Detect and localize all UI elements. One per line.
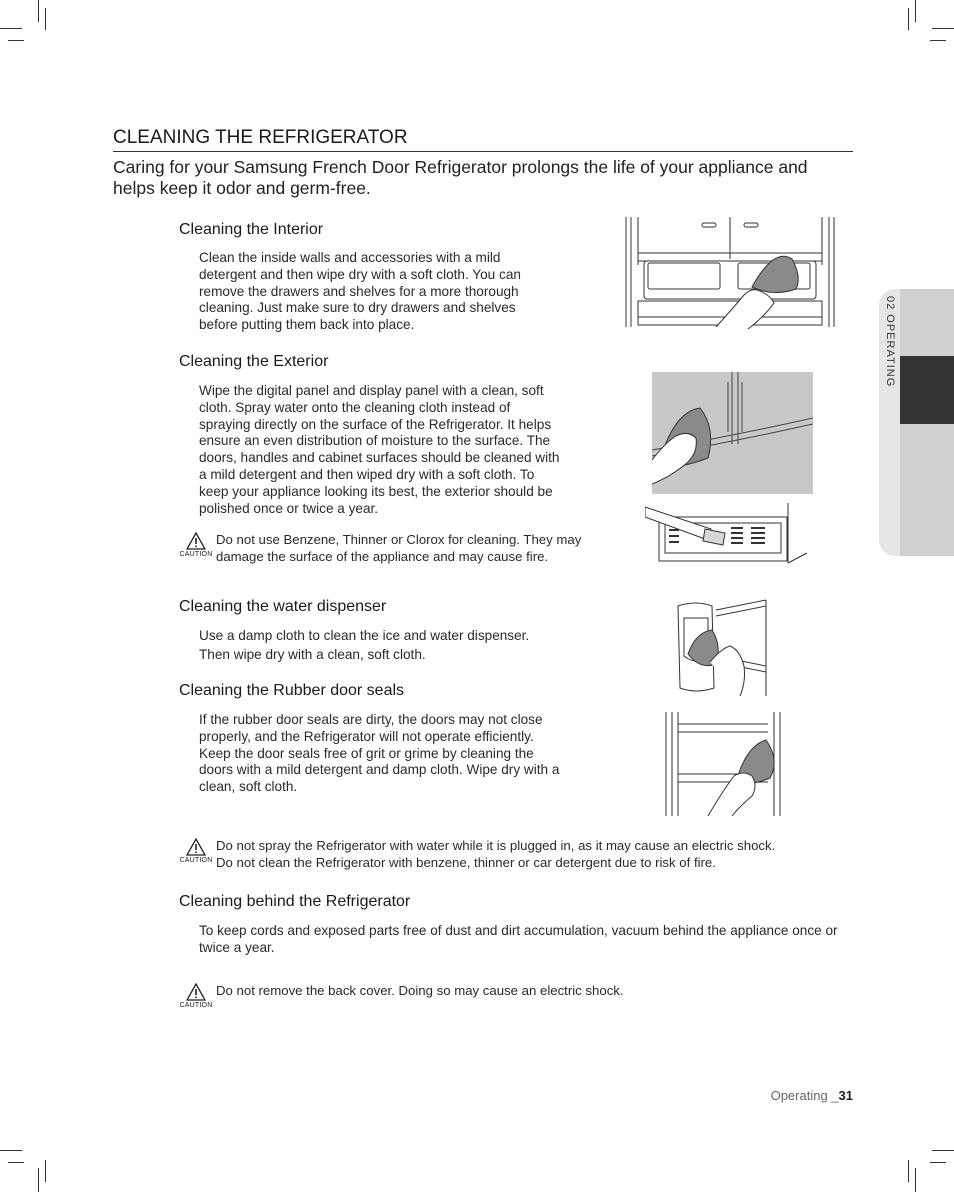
body-dispenser-line-2: Then wipe dry with a clean, soft cloth. [199,647,426,662]
exterior-illustration [652,372,813,494]
crop-mark [8,1162,24,1163]
caution-label: CAUTION [179,857,213,864]
heading-seals: Cleaning the Rubber door seals [179,682,405,699]
heading-exterior: Cleaning the Exterior [179,353,329,370]
crop-mark [932,28,954,29]
heading-dispenser: Cleaning the water dispenser [179,598,387,615]
caution-icon [176,532,216,558]
page-number: 31 [838,1088,853,1103]
caution-2 [176,838,856,871]
body-dispenser-line-1: Use a damp cloth to clean the ice and water dispenser. [199,628,530,643]
body-seals: If the rubber door seals are dirty, the doors may not close properly, and the Refrigerator will not operate efficiently. Keep the door seals free of grit or grime by cleaning the doors with a mild detergent and damp cloth. Wipe dry with a clean, soft cloth. [199,712,560,795]
heading-behind: Cleaning behind the Refrigerator [179,893,411,910]
body-behind: To keep cords and exposed parts free of dust and dirt accumulation, vacuum behind the appliance once or twice a year. [199,923,838,955]
page-footer [771,1088,853,1103]
side-tab-marker [900,356,954,424]
crop-mark [38,1168,39,1192]
body-exterior: Wipe the digital panel and display panel with a clean, soft cloth. Spray water onto the cleaning cloth instead of spraying directly on the surface of the Refrigerator. It helps ensure an even distribution of moisture to the surface. The doors, handles and cabinet surfaces should be cleaned with a mild detergent and then wiped dry with a soft cloth. To keep your appliance looking its best, the exterior should be polished once or twice a year. [199,383,560,516]
caution-label: CAUTION [179,1002,213,1009]
caution-icon [176,838,216,864]
interior-illustration [624,217,838,337]
caution-1 [176,532,596,565]
crop-mark [0,1150,22,1151]
crop-mark [908,8,909,30]
caution-3 [176,983,856,1009]
page-title: CLEANING THE REFRIGERATOR [113,127,853,152]
crop-mark [915,1168,916,1192]
crop-mark [908,1160,909,1182]
heading-interior: Cleaning the Interior [179,221,324,238]
dispenser-illustration [666,596,770,700]
crop-mark [38,0,39,22]
crop-mark [930,40,946,41]
caution-text-2 [216,838,775,871]
crop-mark [932,1150,954,1151]
intro-text: Caring for your Samsung French Door Refrigerator prolongs the life of your appliance and helps keep it odor and germ-free. [113,157,808,198]
warning-triangle-icon [186,532,206,550]
side-tab-label: 02 OPERATING [884,296,896,388]
caution-text-1: Do not use Benzene, Thinner or Clorox for cleaning. They may damage the surface of the appliance and may cause fire. [216,532,582,564]
caution-icon [176,983,216,1009]
crop-mark [930,1162,946,1163]
warning-triangle-icon [186,838,206,856]
crop-mark [8,40,24,41]
caution-label: CAUTION [179,551,213,558]
body-interior: Clean the inside walls and accessories with a mild detergent and then wipe dry with a soft cloth. You can remove the drawers and shelves for a more thorough cleaning. Just make sure to dry drawers and shelves before putting them back into place. [199,250,521,333]
caution-text-2-line-1: Do not spray the Refrigerator with water while it is plugged in, as it may cause an electric shock. [216,838,776,853]
crop-mark [45,8,46,30]
warning-triangle-icon [186,983,206,1001]
crop-mark [915,0,916,22]
door-seal-illustration [662,712,784,816]
caution-text-3: Do not remove the back cover. Doing so may cause an electric shock. [216,983,624,998]
control-panel-illustration [645,503,807,565]
footer-label: Operating _ [770,1088,839,1103]
crop-mark [45,1160,46,1182]
caution-text-2-line-2: Do not clean the Refrigerator with benzene, thinner or car detergent due to risk of fire. [216,854,716,870]
crop-mark [0,28,22,29]
